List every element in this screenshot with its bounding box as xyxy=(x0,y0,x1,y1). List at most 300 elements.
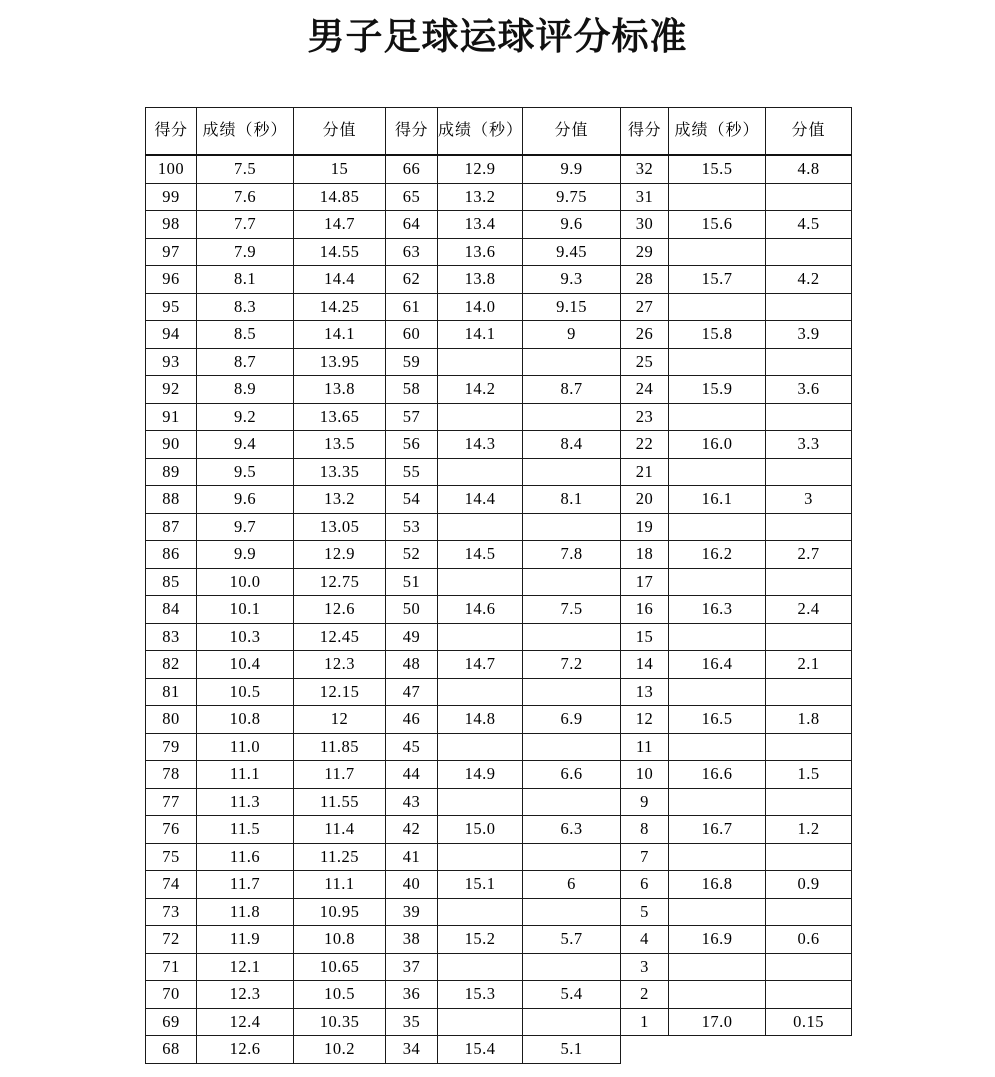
table-row xyxy=(146,843,852,871)
cell-value-1: 14.55 xyxy=(294,238,386,266)
cell-time-1: 11.9 xyxy=(197,926,294,954)
cell-time-1: 11.3 xyxy=(197,788,294,816)
cell-score-2: 53 xyxy=(386,513,438,541)
cell-time-2: 15.4 xyxy=(438,1036,523,1064)
cell-value-1: 14.7 xyxy=(294,211,386,239)
cell-score-2: 64 xyxy=(386,211,438,239)
cell-value-1: 12.3 xyxy=(294,651,386,679)
cell-score-3: 32 xyxy=(621,155,669,183)
column-header-value-2: 分值 xyxy=(523,108,621,156)
cell-value-3: 0.6 xyxy=(766,926,852,954)
cell-value-2: 8.7 xyxy=(523,376,621,404)
cell-time-1: 10.0 xyxy=(197,568,294,596)
cell-value-3 xyxy=(766,293,852,321)
cell-score-3: 9 xyxy=(621,788,669,816)
table-row xyxy=(146,761,852,789)
table-row xyxy=(146,623,852,651)
cell-value-1: 15 xyxy=(294,155,386,183)
cell-time-2 xyxy=(438,568,523,596)
table-row xyxy=(146,155,852,183)
cell-score-1: 98 xyxy=(146,211,197,239)
cell-time-2 xyxy=(438,403,523,431)
cell-value-3 xyxy=(766,183,852,211)
column-header-time-1: 成绩（秒） xyxy=(197,108,294,156)
cell-value-1: 12.15 xyxy=(294,678,386,706)
table-row xyxy=(146,321,852,349)
cell-score-2: 45 xyxy=(386,733,438,761)
cell-time-2: 13.4 xyxy=(438,211,523,239)
cell-score-2: 46 xyxy=(386,706,438,734)
cell-score-1: 97 xyxy=(146,238,197,266)
cell-time-2: 13.8 xyxy=(438,266,523,294)
cell-value-3 xyxy=(766,981,852,1009)
cell-score-1: 76 xyxy=(146,816,197,844)
table-row xyxy=(146,953,852,981)
cell-value-3 xyxy=(766,568,852,596)
cell-value-1: 11.7 xyxy=(294,761,386,789)
cell-time-3: 15.5 xyxy=(669,155,766,183)
cell-value-2: 5.1 xyxy=(523,1036,621,1064)
cell-value-2: 9.3 xyxy=(523,266,621,294)
cell-score-3: 26 xyxy=(621,321,669,349)
cell-time-3 xyxy=(669,981,766,1009)
cell-time-1: 12.4 xyxy=(197,1008,294,1036)
cell-time-3: 15.8 xyxy=(669,321,766,349)
cell-time-3: 16.6 xyxy=(669,761,766,789)
cell-time-1: 10.5 xyxy=(197,678,294,706)
cell-value-2 xyxy=(523,1008,621,1036)
cell-score-1: 72 xyxy=(146,926,197,954)
cell-score-1: 82 xyxy=(146,651,197,679)
cell-score-3: 27 xyxy=(621,293,669,321)
cell-value-3: 4.8 xyxy=(766,155,852,183)
table-row xyxy=(146,926,852,954)
cell-score-1: 99 xyxy=(146,183,197,211)
cell-value-1: 13.2 xyxy=(294,486,386,514)
cell-score-3: 7 xyxy=(621,843,669,871)
table-row xyxy=(146,486,852,514)
cell-time-2: 15.0 xyxy=(438,816,523,844)
cell-value-2: 8.1 xyxy=(523,486,621,514)
table-header-row xyxy=(146,108,852,156)
cell-value-1: 11.1 xyxy=(294,871,386,899)
cell-score-2: 54 xyxy=(386,486,438,514)
cell-time-1: 7.5 xyxy=(197,155,294,183)
cell-value-2: 9.6 xyxy=(523,211,621,239)
table-row xyxy=(146,871,852,899)
table-row xyxy=(146,348,852,376)
cell-score-1: 95 xyxy=(146,293,197,321)
cell-value-2: 8.4 xyxy=(523,431,621,459)
cell-score-2: 35 xyxy=(386,1008,438,1036)
cell-time-1: 12.6 xyxy=(197,1036,294,1064)
cell-time-3: 16.2 xyxy=(669,541,766,569)
table-row xyxy=(146,568,852,596)
cell-value-3: 0.15 xyxy=(766,1008,852,1036)
cell-value-1: 10.8 xyxy=(294,926,386,954)
cell-time-3 xyxy=(669,678,766,706)
cell-value-3: 4.2 xyxy=(766,266,852,294)
cell-time-2 xyxy=(438,788,523,816)
cell-score-1: 71 xyxy=(146,953,197,981)
cell-score-1: 78 xyxy=(146,761,197,789)
cell-score-3: 13 xyxy=(621,678,669,706)
cell-time-3 xyxy=(669,513,766,541)
cell-time-1: 10.1 xyxy=(197,596,294,624)
cell-value-1: 14.85 xyxy=(294,183,386,211)
cell-time-2: 14.7 xyxy=(438,651,523,679)
cell-time-2 xyxy=(438,898,523,926)
cell-time-3 xyxy=(669,788,766,816)
cell-value-1: 12.75 xyxy=(294,568,386,596)
cell-value-3: 3.6 xyxy=(766,376,852,404)
cell-time-2 xyxy=(438,953,523,981)
cell-score-1: 84 xyxy=(146,596,197,624)
cell-time-1: 8.1 xyxy=(197,266,294,294)
cell-absent xyxy=(669,1036,766,1064)
cell-score-3: 24 xyxy=(621,376,669,404)
cell-score-2: 57 xyxy=(386,403,438,431)
cell-time-3: 16.8 xyxy=(669,871,766,899)
cell-time-2: 14.3 xyxy=(438,431,523,459)
table-row xyxy=(146,651,852,679)
column-header-value-1: 分值 xyxy=(294,108,386,156)
cell-time-2: 14.9 xyxy=(438,761,523,789)
cell-value-1: 10.95 xyxy=(294,898,386,926)
cell-score-2: 55 xyxy=(386,458,438,486)
cell-value-2 xyxy=(523,568,621,596)
cell-value-2: 6 xyxy=(523,871,621,899)
cell-time-3: 16.4 xyxy=(669,651,766,679)
cell-time-3: 15.9 xyxy=(669,376,766,404)
cell-score-3: 16 xyxy=(621,596,669,624)
cell-value-2 xyxy=(523,953,621,981)
cell-value-1: 12.9 xyxy=(294,541,386,569)
cell-value-2: 6.6 xyxy=(523,761,621,789)
cell-value-1: 14.25 xyxy=(294,293,386,321)
cell-time-2 xyxy=(438,843,523,871)
cell-time-2: 15.1 xyxy=(438,871,523,899)
cell-score-2: 50 xyxy=(386,596,438,624)
cell-value-1: 10.5 xyxy=(294,981,386,1009)
cell-time-1: 8.9 xyxy=(197,376,294,404)
cell-time-2 xyxy=(438,733,523,761)
cell-value-1: 13.05 xyxy=(294,513,386,541)
cell-time-3 xyxy=(669,238,766,266)
cell-score-2: 39 xyxy=(386,898,438,926)
cell-time-3: 16.0 xyxy=(669,431,766,459)
cell-score-2: 34 xyxy=(386,1036,438,1064)
cell-time-1: 9.4 xyxy=(197,431,294,459)
cell-value-2 xyxy=(523,458,621,486)
cell-score-3: 12 xyxy=(621,706,669,734)
cell-time-3: 16.1 xyxy=(669,486,766,514)
cell-value-2 xyxy=(523,898,621,926)
cell-time-3 xyxy=(669,623,766,651)
cell-score-1: 100 xyxy=(146,155,197,183)
column-header-value-3: 分值 xyxy=(766,108,852,156)
cell-value-3: 1.8 xyxy=(766,706,852,734)
cell-value-2: 7.8 xyxy=(523,541,621,569)
cell-time-2: 14.0 xyxy=(438,293,523,321)
cell-score-3: 25 xyxy=(621,348,669,376)
cell-time-1: 11.5 xyxy=(197,816,294,844)
cell-value-3 xyxy=(766,403,852,431)
table-row xyxy=(146,458,852,486)
cell-score-1: 80 xyxy=(146,706,197,734)
table-row xyxy=(146,1036,852,1064)
cell-value-1: 11.85 xyxy=(294,733,386,761)
cell-time-3 xyxy=(669,458,766,486)
cell-time-3 xyxy=(669,898,766,926)
cell-score-2: 59 xyxy=(386,348,438,376)
cell-score-3: 29 xyxy=(621,238,669,266)
cell-absent xyxy=(621,1036,669,1064)
cell-score-3: 28 xyxy=(621,266,669,294)
table-row xyxy=(146,788,852,816)
cell-time-1: 10.3 xyxy=(197,623,294,651)
cell-time-2: 14.8 xyxy=(438,706,523,734)
cell-time-2: 14.5 xyxy=(438,541,523,569)
cell-time-2 xyxy=(438,458,523,486)
cell-time-2: 14.1 xyxy=(438,321,523,349)
cell-value-3: 0.9 xyxy=(766,871,852,899)
cell-value-1: 14.4 xyxy=(294,266,386,294)
cell-time-1: 11.7 xyxy=(197,871,294,899)
cell-score-1: 93 xyxy=(146,348,197,376)
cell-value-2 xyxy=(523,623,621,651)
cell-value-1: 13.5 xyxy=(294,431,386,459)
cell-score-3: 20 xyxy=(621,486,669,514)
cell-value-1: 13.95 xyxy=(294,348,386,376)
cell-value-2 xyxy=(523,843,621,871)
cell-time-1: 9.9 xyxy=(197,541,294,569)
cell-score-2: 43 xyxy=(386,788,438,816)
cell-time-2: 13.6 xyxy=(438,238,523,266)
table-row xyxy=(146,293,852,321)
table-row xyxy=(146,238,852,266)
cell-value-2: 6.9 xyxy=(523,706,621,734)
cell-value-2 xyxy=(523,733,621,761)
cell-time-1: 11.1 xyxy=(197,761,294,789)
cell-time-1: 7.9 xyxy=(197,238,294,266)
cell-score-2: 40 xyxy=(386,871,438,899)
table-row xyxy=(146,678,852,706)
cell-time-1: 7.6 xyxy=(197,183,294,211)
cell-score-1: 96 xyxy=(146,266,197,294)
cell-time-1: 9.2 xyxy=(197,403,294,431)
cell-score-2: 60 xyxy=(386,321,438,349)
cell-score-3: 4 xyxy=(621,926,669,954)
cell-score-3: 17 xyxy=(621,568,669,596)
cell-score-3: 8 xyxy=(621,816,669,844)
cell-score-3: 19 xyxy=(621,513,669,541)
table-row xyxy=(146,183,852,211)
column-header-time-3: 成绩（秒） xyxy=(669,108,766,156)
cell-value-1: 11.55 xyxy=(294,788,386,816)
cell-score-3: 31 xyxy=(621,183,669,211)
cell-time-3 xyxy=(669,183,766,211)
cell-value-2: 9.9 xyxy=(523,155,621,183)
cell-time-3: 16.9 xyxy=(669,926,766,954)
cell-value-1: 10.2 xyxy=(294,1036,386,1064)
cell-score-3: 10 xyxy=(621,761,669,789)
table-body xyxy=(146,155,852,1063)
cell-time-3: 16.3 xyxy=(669,596,766,624)
cell-time-2: 14.6 xyxy=(438,596,523,624)
table-row xyxy=(146,541,852,569)
cell-value-2: 7.5 xyxy=(523,596,621,624)
cell-score-3: 22 xyxy=(621,431,669,459)
cell-time-1: 8.7 xyxy=(197,348,294,376)
table-row xyxy=(146,596,852,624)
table-row xyxy=(146,211,852,239)
cell-value-3 xyxy=(766,513,852,541)
cell-value-2: 5.4 xyxy=(523,981,621,1009)
cell-time-1: 8.3 xyxy=(197,293,294,321)
cell-time-3: 16.5 xyxy=(669,706,766,734)
cell-score-1: 69 xyxy=(146,1008,197,1036)
cell-time-3: 16.7 xyxy=(669,816,766,844)
cell-time-2: 14.2 xyxy=(438,376,523,404)
cell-value-2 xyxy=(523,513,621,541)
cell-score-3: 6 xyxy=(621,871,669,899)
cell-value-3: 3 xyxy=(766,486,852,514)
cell-time-1: 11.6 xyxy=(197,843,294,871)
cell-value-3: 3.3 xyxy=(766,431,852,459)
cell-value-2 xyxy=(523,788,621,816)
cell-value-1: 10.65 xyxy=(294,953,386,981)
cell-value-3: 1.2 xyxy=(766,816,852,844)
cell-score-1: 79 xyxy=(146,733,197,761)
cell-score-1: 90 xyxy=(146,431,197,459)
cell-score-1: 91 xyxy=(146,403,197,431)
cell-value-3 xyxy=(766,953,852,981)
cell-value-3: 2.7 xyxy=(766,541,852,569)
cell-score-2: 47 xyxy=(386,678,438,706)
table-row xyxy=(146,898,852,926)
cell-score-3: 30 xyxy=(621,211,669,239)
cell-score-1: 86 xyxy=(146,541,197,569)
cell-value-3: 3.9 xyxy=(766,321,852,349)
cell-time-2 xyxy=(438,348,523,376)
cell-score-1: 74 xyxy=(146,871,197,899)
cell-score-3: 3 xyxy=(621,953,669,981)
cell-absent xyxy=(766,1036,852,1064)
cell-time-1: 7.7 xyxy=(197,211,294,239)
cell-score-3: 23 xyxy=(621,403,669,431)
cell-score-2: 44 xyxy=(386,761,438,789)
cell-value-1: 12 xyxy=(294,706,386,734)
cell-value-2: 9 xyxy=(523,321,621,349)
cell-score-3: 21 xyxy=(621,458,669,486)
table-row xyxy=(146,431,852,459)
cell-value-2: 9.75 xyxy=(523,183,621,211)
cell-time-3: 15.6 xyxy=(669,211,766,239)
cell-value-2 xyxy=(523,403,621,431)
cell-value-2 xyxy=(523,348,621,376)
table-row xyxy=(146,513,852,541)
column-header-time-2: 成绩（秒） xyxy=(438,108,523,156)
cell-score-2: 38 xyxy=(386,926,438,954)
cell-score-1: 83 xyxy=(146,623,197,651)
column-header-score-3: 得分 xyxy=(621,108,669,156)
cell-value-1: 11.4 xyxy=(294,816,386,844)
cell-time-2: 15.3 xyxy=(438,981,523,1009)
cell-time-1: 11.0 xyxy=(197,733,294,761)
cell-value-3 xyxy=(766,623,852,651)
cell-score-1: 81 xyxy=(146,678,197,706)
cell-time-1: 9.6 xyxy=(197,486,294,514)
cell-time-1: 12.3 xyxy=(197,981,294,1009)
cell-score-3: 5 xyxy=(621,898,669,926)
table-row xyxy=(146,1008,852,1036)
cell-value-1: 13.35 xyxy=(294,458,386,486)
cell-time-1: 10.4 xyxy=(197,651,294,679)
cell-score-2: 61 xyxy=(386,293,438,321)
cell-time-3 xyxy=(669,293,766,321)
cell-value-3 xyxy=(766,788,852,816)
cell-score-2: 63 xyxy=(386,238,438,266)
cell-value-1: 13.65 xyxy=(294,403,386,431)
table-row xyxy=(146,376,852,404)
cell-score-1: 73 xyxy=(146,898,197,926)
cell-time-3 xyxy=(669,843,766,871)
cell-value-1: 12.45 xyxy=(294,623,386,651)
cell-score-2: 56 xyxy=(386,431,438,459)
cell-value-2: 9.45 xyxy=(523,238,621,266)
cell-score-2: 52 xyxy=(386,541,438,569)
cell-score-3: 14 xyxy=(621,651,669,679)
table-row xyxy=(146,706,852,734)
cell-score-3: 2 xyxy=(621,981,669,1009)
cell-score-1: 87 xyxy=(146,513,197,541)
cell-time-1: 8.5 xyxy=(197,321,294,349)
cell-score-1: 77 xyxy=(146,788,197,816)
cell-score-2: 66 xyxy=(386,155,438,183)
table-row xyxy=(146,403,852,431)
cell-value-3: 2.1 xyxy=(766,651,852,679)
table-header xyxy=(146,108,852,156)
cell-time-1: 9.5 xyxy=(197,458,294,486)
cell-time-3: 15.7 xyxy=(669,266,766,294)
cell-score-1: 89 xyxy=(146,458,197,486)
cell-value-1: 11.25 xyxy=(294,843,386,871)
column-header-score-2: 得分 xyxy=(386,108,438,156)
cell-value-1: 12.6 xyxy=(294,596,386,624)
cell-score-1: 85 xyxy=(146,568,197,596)
cell-value-3: 2.4 xyxy=(766,596,852,624)
cell-time-1: 9.7 xyxy=(197,513,294,541)
cell-score-1: 94 xyxy=(146,321,197,349)
cell-value-2 xyxy=(523,678,621,706)
cell-value-3: 1.5 xyxy=(766,761,852,789)
score-table-container xyxy=(145,107,851,1064)
cell-time-2 xyxy=(438,513,523,541)
page-title: 男子足球运球评分标准 xyxy=(307,16,688,57)
cell-time-3 xyxy=(669,403,766,431)
cell-time-3 xyxy=(669,953,766,981)
cell-score-3: 11 xyxy=(621,733,669,761)
cell-time-3 xyxy=(669,568,766,596)
cell-value-3 xyxy=(766,458,852,486)
cell-value-2: 6.3 xyxy=(523,816,621,844)
cell-time-2: 15.2 xyxy=(438,926,523,954)
cell-value-3 xyxy=(766,348,852,376)
cell-time-2 xyxy=(438,623,523,651)
cell-time-2: 13.2 xyxy=(438,183,523,211)
cell-value-3: 4.5 xyxy=(766,211,852,239)
